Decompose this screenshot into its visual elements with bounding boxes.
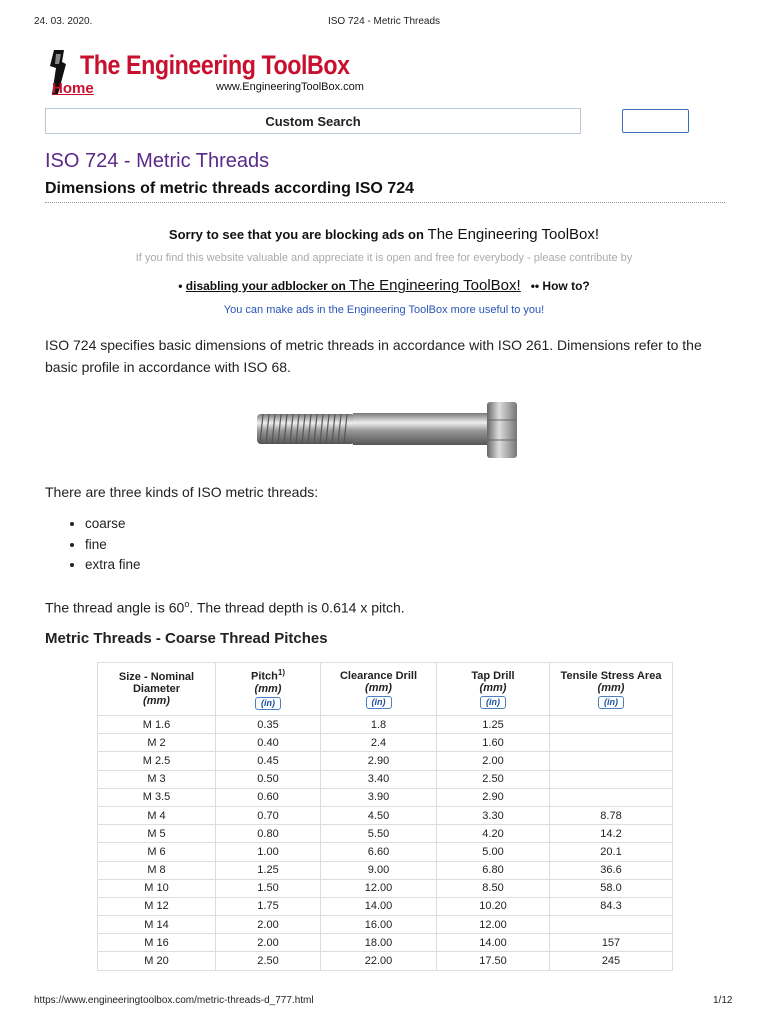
table-cell: 2.00 <box>216 934 321 952</box>
print-date: 24. 03. 2020. <box>34 16 93 27</box>
table-row <box>98 879 673 897</box>
table-row <box>98 788 673 806</box>
table-cell: 0.70 <box>216 806 321 824</box>
table-cell: 4.20 <box>437 825 550 843</box>
table-cell: M 5 <box>98 825 216 843</box>
table-row <box>98 934 673 952</box>
table-cell: 0.40 <box>216 734 321 752</box>
table-cell: 14.2 <box>550 825 673 843</box>
table-cell: 2.50 <box>437 770 550 788</box>
table-cell: 157 <box>550 934 673 952</box>
table-cell: M 3.5 <box>98 788 216 806</box>
ads-useful-link[interactable]: You can make ads in the Engineering ToolBox more useful to you! <box>223 304 545 316</box>
table-cell: M 4 <box>98 806 216 824</box>
table-cell: M 12 <box>98 897 216 915</box>
section-title: Metric Threads - Coarse Thread Pitches <box>45 630 328 647</box>
table-cell: 58.0 <box>550 879 673 897</box>
table-cell: 2.00 <box>437 752 550 770</box>
table-cell: 0.80 <box>216 825 321 843</box>
hex-bolt-image <box>255 398 520 462</box>
table-cell: 2.00 <box>216 916 321 934</box>
table-cell <box>550 916 673 934</box>
col-header-tap-drill: Tap Drill (mm) (in) <box>437 663 550 716</box>
site-logo-text[interactable]: The Engineering ToolBox <box>80 50 350 80</box>
table-cell: 6.80 <box>437 861 550 879</box>
table-cell: 0.60 <box>216 788 321 806</box>
table-cell: 20.1 <box>550 843 673 861</box>
table-cell: 9.00 <box>321 861 437 879</box>
col-header-clearance-drill: Clearance Drill (mm) (in) <box>321 663 437 716</box>
table-cell: M 2.5 <box>98 752 216 770</box>
col-header-pitch: Pitch$^{1)}$ (mm) (in) <box>216 663 321 716</box>
how-to-link[interactable]: •• How to? <box>530 279 590 293</box>
adblock-appeal: If you find this website valuable and appreciate it is open and free for everybody - please contribute by <box>135 252 633 264</box>
table-cell <box>550 752 673 770</box>
table-cell: 14.00 <box>321 897 437 915</box>
table-cell: 12.00 <box>321 879 437 897</box>
page-title: ISO 724 - Metric Threads <box>45 150 270 172</box>
table-row <box>98 825 673 843</box>
table-cell: 14.00 <box>437 934 550 952</box>
table-cell: M 14 <box>98 916 216 934</box>
home-link[interactable]: Home <box>52 80 94 97</box>
table-row <box>98 752 673 770</box>
table-cell: 3.90 <box>321 788 437 806</box>
table-cell <box>550 734 673 752</box>
divider <box>45 202 725 203</box>
table-cell: 5.00 <box>437 843 550 861</box>
table-cell <box>550 788 673 806</box>
intro-paragraph: ISO 724 specifies basic dimensions of metric threads in accordance with ISO 261. Dimensions refer to the basic profile in accordance with ISO 68. <box>45 337 702 375</box>
list-item: • coarse <box>85 514 141 535</box>
adblock-disable <box>0 277 768 294</box>
table-cell: 12.00 <box>437 916 550 934</box>
table-cell: 3.40 <box>321 770 437 788</box>
print-page-number: 1/12 <box>713 995 733 1006</box>
print-page-title: ISO 724 - Metric Threads <box>327 16 441 27</box>
table-row <box>98 716 673 734</box>
table-cell: 1.50 <box>216 879 321 897</box>
table-cell <box>550 716 673 734</box>
table-cell: 2.90 <box>437 788 550 806</box>
site-url: www.EngineeringToolBox.com <box>216 81 364 93</box>
custom-search-input[interactable]: Custom Search <box>45 108 581 134</box>
col-header-tensile-area: Tensile Stress Area (mm) (in) <box>550 663 673 716</box>
col-header-size: Size - Nominal Diameter (mm) <box>98 663 216 716</box>
adblock-notice <box>0 226 768 243</box>
table-cell: 10.20 <box>437 897 550 915</box>
coarse-thread-table <box>97 662 673 971</box>
table-cell: 0.45 <box>216 752 321 770</box>
table-cell <box>550 770 673 788</box>
table-cell: 1.75 <box>216 897 321 915</box>
table-cell: M 10 <box>98 879 216 897</box>
table-cell: 8.50 <box>437 879 550 897</box>
disable-adblocker-link[interactable]: disabling your adblocker on The Engineering ToolBox! <box>185 277 521 294</box>
table-header-row <box>98 663 673 716</box>
table-cell: M 1.6 <box>98 716 216 734</box>
unit-toggle-button[interactable]: (in) <box>255 697 281 710</box>
print-footer-url: https://www.engineeringtoolbox.com/metric-threads-d_777.html <box>34 995 314 1006</box>
table-cell: 18.00 <box>321 934 437 952</box>
table-cell: M 8 <box>98 861 216 879</box>
table-cell: 1.25 <box>437 716 550 734</box>
table-cell: 2.50 <box>216 952 321 970</box>
kinds-intro: There are three kinds of ISO metric threads: <box>45 484 319 500</box>
table-cell: M 2 <box>98 734 216 752</box>
table-cell: 2.4 <box>321 734 437 752</box>
table-cell: 84.3 <box>550 897 673 915</box>
table-row <box>98 916 673 934</box>
table-cell: 0.35 <box>216 716 321 734</box>
table-row <box>98 770 673 788</box>
table-row <box>98 897 673 915</box>
table-cell: 17.50 <box>437 952 550 970</box>
table-row <box>98 734 673 752</box>
table-cell: M 16 <box>98 934 216 952</box>
bullet: • <box>178 279 186 293</box>
table-row <box>98 843 673 861</box>
adblock-brand: The Engineering ToolBox! <box>427 226 600 243</box>
table-cell: 1.60 <box>437 734 550 752</box>
unit-toggle-button[interactable]: (in) <box>480 696 506 709</box>
page-subtitle: Dimensions of metric threads according ISO 724 <box>45 180 414 197</box>
table-cell: M 3 <box>98 770 216 788</box>
list-item: • extra fine <box>85 555 141 576</box>
table-cell: 36.6 <box>550 861 673 879</box>
table-cell: M 20 <box>98 952 216 970</box>
table-cell: 3.30 <box>437 806 550 824</box>
search-button[interactable] <box>622 109 689 133</box>
table-cell: 1.00 <box>216 843 321 861</box>
thread-angle-text: The thread angle is 60$^o$. The thread depth is 0.614 x pitch. <box>45 599 405 616</box>
table-cell: 16.00 <box>321 916 437 934</box>
table-cell: 6.60 <box>321 843 437 861</box>
table-cell: 245 <box>550 952 673 970</box>
table-cell: 1.25 <box>216 861 321 879</box>
table-cell: 1.8 <box>321 716 437 734</box>
table-cell: 4.50 <box>321 806 437 824</box>
unit-toggle-button[interactable]: (in) <box>366 696 392 709</box>
table-cell: M 6 <box>98 843 216 861</box>
table-cell: 22.00 <box>321 952 437 970</box>
thread-kinds-list <box>45 514 141 576</box>
table-cell: 5.50 <box>321 825 437 843</box>
table-row <box>98 806 673 824</box>
table-cell: 0.50 <box>216 770 321 788</box>
list-item: • fine <box>85 535 141 556</box>
adblock-notice-text: Sorry to see that you are blocking ads on <box>168 227 428 242</box>
unit-toggle-button[interactable]: (in) <box>598 696 624 709</box>
table-row <box>98 952 673 970</box>
table-cell: 2.90 <box>321 752 437 770</box>
table-row <box>98 861 673 879</box>
table-cell: 8.78 <box>550 806 673 824</box>
